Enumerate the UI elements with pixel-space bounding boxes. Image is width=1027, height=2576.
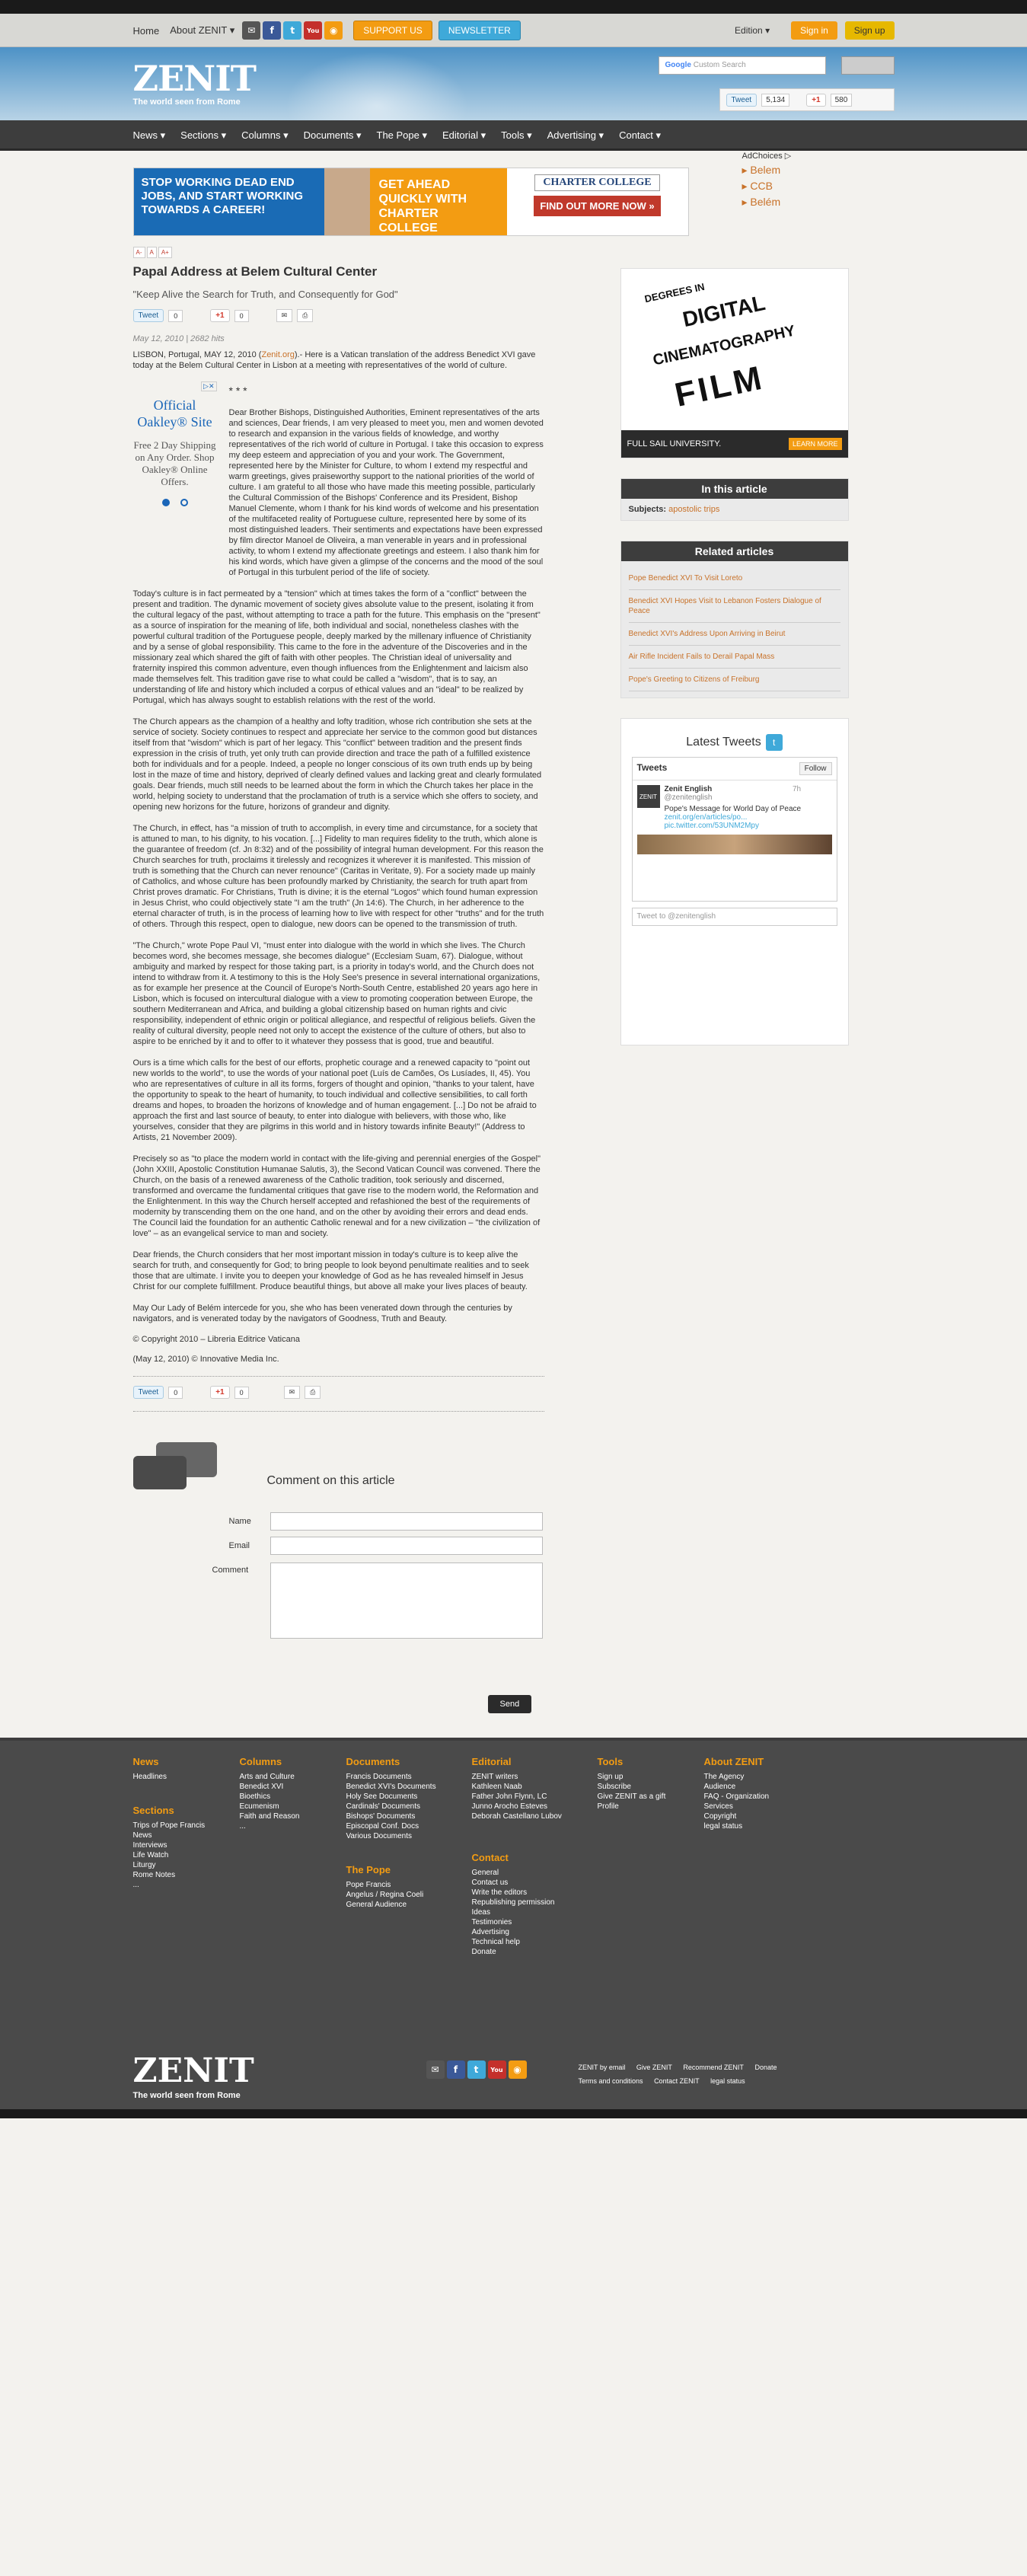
footer-link[interactable]: Republishing permission	[471, 1898, 555, 1907]
comment-form	[133, 1442, 544, 1716]
name-label: Name	[228, 1517, 251, 1526]
dome-image	[278, 47, 476, 120]
name-field[interactable]	[270, 1512, 543, 1531]
mainnav-news[interactable]: News ▾	[132, 129, 166, 141]
footer-link[interactable]: General	[471, 1869, 499, 1877]
related-link[interactable]: Pope's Greeting to Citizens of Freiburg	[629, 669, 840, 691]
footer-link[interactable]: FAQ - Organization	[703, 1792, 770, 1801]
top-bar	[0, 14, 1027, 47]
article-gplus-count: 0	[234, 310, 249, 322]
footer-link[interactable]: Life Watch	[132, 1851, 169, 1859]
header-gplus-count: 580	[831, 94, 853, 107]
oakley-ad[interactable]	[133, 381, 217, 564]
signup-button[interactable]: Sign up	[845, 21, 895, 40]
article-subtitle: "Keep Alive the Search for Truth, and Consequently for God"	[132, 289, 398, 300]
bottom-print-icon[interactable]: ⎙	[305, 1386, 321, 1399]
footer-small-link[interactable]: Recommend ZENIT	[683, 2064, 744, 2071]
footer-link[interactable]: Ecumenism	[239, 1802, 279, 1811]
comment-textarea[interactable]	[270, 1563, 543, 1639]
nav-about[interactable]: About ZENIT ▾	[170, 24, 235, 36]
article-paragraph: "The Church," wrote Pope Paul VI, "must enter into dialogue with the world in which she lives. The Church becomes word, she becomes message, she becomes dialogue" (Ecclesiam Suam, 67). Dialogue, without ambiguity and marked by respect for those taking part, is a priority in today's world, and the Church does not intend to withdraw from it. A testimony to this is the Holy See's presence in several international organizations, as for example her presence at the Council of Europe's North-South Centre, established 20 years ago here in Lisbon, which is focused on intercultural dialogue with a view to promoting cooperation between Europe, the southern Mediterranean and Africa, and building a global citizenship based on human rights and civic responsibility, independent of ethnic origin or political allegiance, and respectful of religious beliefs. Given the reality of cultural diversity, people need not only to accept the existence of the culture of others, but also to aspire to be enriched by it and to offer to it whatever they possess that is good, true and beautiful.	[132, 941, 541, 1046]
oakley-ad-title[interactable]: Official Oakley® Site	[137, 397, 212, 429]
article-paragraph: Today's culture is in fact permeated by a "tension" which at times takes the form of a "conflict" between the present and tradition. The dynamic movement of society gives absolute value to the present, isolating it from the cultural legacy of the past, without attempting to trace a path for the future. This emphasis on the "present" as a source of inspiration for the meaning of life, both individual and social, nonetheless clashes with the powerful cultural tradition of the Portuguese people, deeply marked by the millenary influence of Christianity and by a sense of global responsibility. This came to the fore in the adventure of the Discoveries and in the missionary zeal which shared the gift of faith with other peoples. The Christian ideal of universality and fraternity inspired this common adventure, even though influences from the Enlightenment and laicism also made themselves felt. This tradition gave rise to what could be called a "wisdom", that is to say, an understanding of life and history which included a corpus of ethical values and an "ideal" to be realized by Portugal, which has always sought to establish relations with the rest of the world.	[132, 589, 541, 705]
footer-link[interactable]: Bioethics	[239, 1792, 271, 1801]
header-gplus-button[interactable]: +1	[806, 94, 825, 107]
footer-link[interactable]: Benedict XVI	[239, 1783, 284, 1791]
footer-small-link[interactable]: legal status	[710, 2077, 745, 2085]
in-this-article-heading: In this article	[621, 479, 848, 499]
footer-about-title[interactable]: About ZENIT	[703, 1756, 764, 1767]
youtube-icon[interactable]: You	[488, 2060, 506, 2079]
footer-link[interactable]: Pope Francis	[346, 1881, 391, 1889]
related-link[interactable]: Benedict XVI's Address Upon Arriving in Beirut	[629, 623, 840, 646]
mainnav-sections[interactable]: Sections ▾	[180, 129, 227, 141]
subjects-label: Subjects:	[628, 505, 667, 514]
footer-link[interactable]: Interviews	[132, 1841, 167, 1850]
footer-link[interactable]: Episcopal Conf. Docs	[346, 1822, 419, 1831]
email-field[interactable]	[270, 1537, 543, 1555]
tweet-user[interactable]: Zenit English	[664, 785, 713, 793]
banner-cta[interactable]: FIND OUT MORE NOW »	[534, 196, 660, 216]
email-label: Email	[228, 1541, 250, 1550]
footer-link[interactable]: Advertising	[471, 1928, 509, 1936]
footer-link[interactable]: Donate	[471, 1948, 496, 1956]
footer-link[interactable]: Audience	[703, 1783, 736, 1791]
full-sail-ad[interactable]	[620, 268, 849, 458]
footer-link[interactable]: Write the editors	[471, 1888, 528, 1897]
related-link[interactable]: Air Rifle Incident Fails to Derail Papal Mass	[629, 646, 840, 669]
tweet-text: Pope's Message for World Day of Peace	[664, 805, 802, 813]
signin-button[interactable]: Sign in	[791, 21, 837, 40]
footer-link[interactable]: Trips of Pope Francis	[132, 1821, 206, 1830]
adlink-belem[interactable]: ▸ Belem	[742, 164, 781, 176]
footer-link[interactable]: Technical help	[471, 1938, 520, 1946]
footer-link[interactable]: Services	[703, 1802, 733, 1811]
ad-close-icon[interactable]: ▷✕	[201, 381, 216, 391]
adlink-belem2[interactable]: ▸ Belém	[742, 196, 781, 208]
article-paragraph: Dear Brother Bishops, Distinguished Authorities, Eminent representatives of the arts and sciences, Dear friends, I am very pleased to meet you, men and women devoted to research and expansion in the various fields of knowledge, and worthy representatives of the rich world of culture in Portugal. I take this occasion to express my deep esteem and appreciation of you and your work. The Government, represented here by the Minister for Culture, to whom I extend my respectful and warm greetings, gives praiseworthy support to the national priorities of the world of culture. I am grateful to all those who have made this meeting possible, particularly the Cultural Commission of the Bishops' Conference and its President, Bishop Manuel Clemente, whom I thank for his kind words of welcome and his presentation of the multifaceted reality of Portuguese culture, represented here by some of its most distinguished leaders. Their sentiments and expectations have been expressed by film director Manoel de Oliveira, a man venerable in years and in professional activity, to whom I extend my affectionate greetings and esteem. I also thank him for his kind words, which have given a glimpse of the concerns and the mood of the soul of Portugal in this turbulent period of the life of society.	[228, 408, 544, 577]
mainnav-editorial[interactable]: Editorial ▾	[442, 129, 486, 141]
copyright-zenit: (May 12, 2010) © Innovative Media Inc.	[132, 1355, 279, 1364]
footer-small-link[interactable]: ZENIT by email	[578, 2064, 626, 2071]
mainnav-documents[interactable]: Documents ▾	[303, 129, 362, 141]
footer-small-link[interactable]: Donate	[754, 2064, 777, 2071]
related-link[interactable]: Benedict XVI Hopes Visit to Lebanon Fosters Dialogue of Peace	[629, 590, 840, 623]
footer-link[interactable]: ...	[239, 1822, 246, 1831]
footer-pope-title[interactable]: The Pope	[346, 1864, 391, 1875]
tweet-item	[633, 780, 837, 835]
footer-link[interactable]: ZENIT writers	[471, 1773, 518, 1781]
ad-learn-more[interactable]: LEARN MORE	[789, 438, 842, 450]
facebook-icon[interactable]: f	[447, 2060, 465, 2079]
footer-link[interactable]: Ideas	[471, 1908, 490, 1917]
adlink-ccb[interactable]: ▸ CCB	[742, 180, 773, 192]
divider	[133, 1376, 544, 1377]
tweets-title: Tweets	[636, 762, 668, 773]
footer-link[interactable]: The Agency	[703, 1773, 745, 1781]
comment-label: Comment	[212, 1566, 249, 1575]
font-larger-button[interactable]: A+	[158, 247, 172, 258]
footer-link[interactable]: Kathleen Naab	[471, 1783, 522, 1791]
article-ellipsis: * * *	[228, 385, 247, 397]
bottom-gplus-count: 0	[234, 1387, 249, 1399]
bottom-tweet-button[interactable]: Tweet	[133, 1386, 164, 1399]
bottom-share-row	[133, 1386, 544, 1399]
search-input[interactable]: Google Custom Search	[659, 56, 826, 75]
bottom-email-icon[interactable]: ✉	[284, 1386, 301, 1399]
twitter-bird-icon: t	[766, 734, 783, 751]
article-paragraph: Dear friends, the Church considers that her most important mission in today's culture is to keep alive the search for truth, and consequently for God; to bring people to look beyond penultimate realities and to seek those that are ultimate. I invite you to deepen your knowledge of God as he has revealed himself in Jesus Christ for our complete fulfillment. Produce beautiful things, but above all make your lives places of beauty.	[132, 1250, 529, 1291]
article-title: Papal Address at Belem Cultural Center	[132, 264, 378, 279]
ad-dot-1[interactable]	[162, 499, 170, 506]
footer-tagline: The world seen from Rome	[132, 2091, 241, 2100]
footer-link[interactable]: legal status	[703, 1822, 743, 1831]
article-gplus-button[interactable]: +1	[210, 309, 229, 322]
rss-icon[interactable]: ◉	[509, 2060, 527, 2079]
tweet-timeline[interactable]	[632, 757, 837, 902]
ad-dot-2[interactable]	[180, 499, 188, 506]
send-button[interactable]: Send	[488, 1695, 532, 1713]
footer-link[interactable]: Bishops' Documents	[346, 1812, 416, 1821]
footer-link[interactable]: Junno Arocho Esteves	[471, 1802, 548, 1811]
footer-link[interactable]: Rome Notes	[132, 1871, 176, 1879]
footer-link[interactable]: Give ZENIT as a gift	[597, 1792, 666, 1801]
footer-link[interactable]: Benedict XVI's Documents	[346, 1783, 436, 1791]
article-share-row	[133, 309, 544, 322]
footer-news-title[interactable]: News	[132, 1756, 159, 1767]
footer-link[interactable]: General Audience	[346, 1901, 407, 1909]
font-smaller-button[interactable]: A-	[133, 247, 145, 258]
oakley-ad-text: Free 2 Day Shipping on Any Order. Shop Oakley® Online Offers.	[133, 439, 216, 487]
mainnav-tools[interactable]: Tools ▾	[501, 129, 532, 141]
email-icon[interactable]: ✉	[426, 2060, 445, 2079]
banner-photo	[324, 168, 370, 235]
zenit-link[interactable]: Zenit.org	[261, 350, 295, 359]
footer-link[interactable]: Sign up	[597, 1773, 624, 1781]
footer-link[interactable]: Angelus / Regina Coeli	[346, 1891, 424, 1899]
twitter-icon[interactable]: t	[467, 2060, 486, 2079]
footer-link[interactable]: Subscribe	[597, 1783, 631, 1791]
mainnav-pope[interactable]: The Pope ▾	[376, 129, 428, 141]
footer-link[interactable]: Testimonies	[471, 1918, 512, 1926]
article-paragraph: Precisely so as "to place the modern world in contact with the life-giving and perennial energies of the Gospel" (John XXIII, Apostolic Constitution Humanae Salutis, 3), the Second Vatican Council was convened. There the Church, on the basis of a renewed awareness of the Catholic tradition, took seriously and discerned, transformed and overcame the fundamental critiques that gave rise to the modern world, the Reformation and the Enlightenment. In this way the Church herself accepted and refashioned the best of the requirements of modernity by transcending them on the one hand, and on the other by avoiding their errors and dead ends. The Council laid the foundation for an authentic Catholic renewal and for a new civilization – "the civilization of love" – as an evangelical service to man and society.	[132, 1154, 541, 1238]
search-button[interactable]	[841, 56, 895, 75]
footer-tools-title[interactable]: Tools	[597, 1756, 624, 1767]
zenit-avatar[interactable]: ZENIT	[637, 785, 660, 808]
print-article-icon[interactable]: ⎙	[297, 309, 313, 322]
footer-link[interactable]: Copyright	[703, 1812, 737, 1821]
edition-dropdown[interactable]: Edition ▾	[735, 25, 770, 36]
mainnav-contact[interactable]: Contact ▾	[619, 129, 662, 141]
article-tweet-button[interactable]: Tweet	[133, 309, 164, 322]
nav-home[interactable]: Home	[132, 24, 160, 37]
email-article-icon[interactable]: ✉	[276, 309, 293, 322]
tweet-to-input[interactable]: Tweet to @zenitenglish	[632, 908, 837, 926]
adchoices-label[interactable]: AdChoices	[742, 152, 783, 161]
font-size-controls	[133, 247, 544, 258]
footer-link[interactable]: Francis Documents	[346, 1773, 412, 1781]
tweets-heading: Latest Tweets	[686, 736, 761, 749]
footer-link[interactable]: Faith and Reason	[239, 1812, 300, 1821]
footer-link[interactable]: Arts and Culture	[239, 1773, 295, 1781]
social-icons	[242, 21, 343, 40]
font-normal-button[interactable]: A	[147, 247, 157, 258]
footer-link[interactable]: Liturgy	[132, 1861, 156, 1869]
youtube-icon[interactable]: You	[304, 21, 322, 40]
ad-film: FILM	[671, 359, 767, 414]
article-paragraph: Ours is a time which calls for the best of our efforts, prophetic courage and a renewed capacity to "point out new worlds to the world", to use the words of your national poet (Luís de Camões, Os Lusíades, II, 45). You who are representatives of culture in all its forms, forgers of thought and opinion, "thanks to your talent, have the opportunity to speak to the heart of humanity, to touch individual and collective sensibilities, to call forth dreams and hopes, to broaden the horizons of knowledge and of human engagement. [...] Do not be afraid to approach the first and last source of beauty, to enter into dialogue with believers, with those who, like yourselves, consider that they are pilgrims in this world and in history towards infinite Beauty!" (Address to Artists, 21 November 2009).	[132, 1058, 537, 1142]
copyright-vatican: © Copyright 2010 – Libreria Editrice Vaticana	[132, 1335, 300, 1344]
banner-text-c: GET AHEAD QUICKLY WITH CHARTER COLLEGE	[370, 168, 507, 235]
article-paragraph: May Our Lady of Belém intercede for you, she who has been venerated down through the centuries by navigators, and is venerated today by the navigators of Goodness, Truth and Beauty.	[132, 1304, 512, 1323]
footer-link[interactable]: News	[132, 1831, 152, 1840]
footer-columns-title[interactable]: Columns	[239, 1756, 282, 1767]
footer-link[interactable]: Various Documents	[346, 1832, 413, 1840]
article-paragraph: The Church appears as the champion of a healthy and lofty tradition, whose rich contribution she sets at the service of society. Society continues to respect and appreciate her service to the common good but distances itself from that "wisdom" which is part of her legacy. This "conflict" between tradition and the present finds expression in the crisis of truth, yet only truth can provide direction and trace the path of a fulfilled existence both for individuals and for a people. Indeed, a people no longer conscious of its own truth ends up by being lost in the maze of time and history, deprived of clearly defined values and lacking great and clearly formulated goals. Dear friends, much still needs to be learned about the form in which the Church takes her place in the world, helping society to understand that the proclamation of truth is a service which she offers to society, and opening new horizons for the future, horizons of grandeur and dignity.	[132, 717, 542, 812]
related-link[interactable]: Pope Benedict XVI To Visit Loreto	[629, 567, 840, 590]
footer-small-link[interactable]: Contact ZENIT	[654, 2077, 700, 2085]
latest-tweets-widget	[620, 718, 849, 1045]
support-button[interactable]: SUPPORT US	[353, 21, 432, 40]
bottom-tweet-count: 0	[168, 1387, 183, 1399]
bottom-gplus-button[interactable]: +1	[210, 1386, 229, 1399]
mainnav-columns[interactable]: Columns ▾	[241, 129, 289, 141]
header-tweet-count: 5,134	[761, 94, 789, 107]
subject-link[interactable]: apostolic trips	[668, 505, 720, 514]
site-logo[interactable]: ZENIT	[132, 58, 256, 99]
article-intro: LISBON, Portugal, MAY 12, 2010 (Zenit.org).- Here is a Vatican translation of the address Benedict XVI gave today at the Belem Cultural Center in Lisbon at a meeting with representatives of the world of culture.	[132, 350, 536, 370]
comment-heading: Comment on this article	[266, 1474, 395, 1487]
footer-link[interactable]: ...	[132, 1881, 139, 1889]
footer-social-icons	[426, 2060, 527, 2079]
tweet-time: 7h	[792, 785, 802, 793]
main-nav	[0, 120, 1027, 151]
facebook-icon[interactable]: f	[263, 21, 281, 40]
site-footer	[0, 1738, 1027, 2109]
footer-contact-title[interactable]: Contact	[471, 1852, 509, 1863]
footer-link[interactable]: Holy See Documents	[346, 1792, 418, 1801]
site-header	[0, 47, 1027, 120]
footer-link[interactable]: Headlines	[132, 1773, 167, 1781]
ad-cine: CINEMATOGRAPHY	[651, 322, 796, 369]
tweet-link[interactable]: zenit.org/en/articles/po...	[664, 813, 748, 822]
footer-link[interactable]: Profile	[597, 1802, 619, 1811]
related-articles-box	[620, 541, 849, 698]
ad-school: FULL SAIL UNIVERSITY.	[627, 439, 722, 448]
divider	[133, 1411, 544, 1412]
footer-link[interactable]: Cardinals' Documents	[346, 1802, 421, 1811]
footer-documents-title[interactable]: Documents	[346, 1756, 400, 1767]
email-icon[interactable]: ✉	[242, 21, 260, 40]
footer-small-link[interactable]: Give ZENIT	[636, 2064, 672, 2071]
site-tagline: The world seen from Rome	[132, 97, 241, 107]
footer-editorial-title[interactable]: Editorial	[471, 1756, 512, 1767]
charter-college-banner[interactable]	[133, 168, 689, 236]
tweet-image[interactable]	[637, 835, 832, 854]
banner-logo: CHARTER COLLEGE	[534, 174, 659, 191]
tweet-handle: @zenitenglish	[664, 793, 713, 802]
rss-icon[interactable]: ◉	[324, 21, 343, 40]
header-tweet-button[interactable]: Tweet	[726, 94, 757, 107]
ad-degrees: DEGREES IN	[643, 280, 706, 305]
related-heading: Related articles	[621, 541, 848, 561]
article-meta: May 12, 2010 | 2682 hits	[132, 334, 225, 343]
footer-link[interactable]: Father John Flynn, LC	[471, 1792, 547, 1801]
mainnav-advertising[interactable]: Advertising ▾	[547, 129, 604, 141]
article-paragraph: The Church, in effect, has "a mission of truth to accomplish, in every time and circumstance, for a society that is attuned to man, to his dignity, to his vocation. [...] Fidelity to man requires fidelity to the truth, which alone is the guarantee of freedom (cf. Jn 8:32) and of the possibility of integral human development. For this reason the Church searches for truth, proclaims it tirelessly and recognizes it wherever it is manifested. This mission of truth is something that the Church can never renounce" (Caritas in Veritate, 9). For a society made up mainly of Catholics, and whose culture has been profoundly marked by Christianity, the search for truth apart from Christ proves dramatic. For Christians, Truth is divine; it is the eternal "Logos" which found human expression in Jesus Christ, who could objectively state "I am the truth" (Jn 14:6). The Church, in her adherence to the eternal character of truth, is in the process of learning how to live with respect for other "truths" and for the truth of others. Through this respect, open to dialogue, new doors can be opened to the transmission of truth.	[132, 824, 544, 929]
newsletter-button[interactable]: NEWSLETTER	[439, 21, 521, 40]
comment-bubble-icon	[133, 1442, 217, 1503]
footer-logo[interactable]: ZENIT	[132, 2051, 254, 2090]
footer-small-link[interactable]: Terms and conditions	[578, 2077, 643, 2085]
header-share-box	[719, 88, 895, 111]
article-tweet-count: 0	[168, 310, 183, 322]
top-strip	[0, 0, 1027, 14]
twitter-icon[interactable]: t	[283, 21, 301, 40]
in-this-article-box	[620, 478, 849, 521]
ad-digital: DIGITAL	[680, 290, 767, 332]
footer-sections-title[interactable]: Sections	[132, 1805, 174, 1816]
follow-button[interactable]: Follow	[799, 762, 832, 775]
banner-text-a: STOP WORKING DEAD END JOBS, AND START WORKING TOWARDS A CAREER!	[134, 168, 324, 235]
footer-link[interactable]: Contact us	[471, 1879, 509, 1887]
footer-links	[579, 2060, 786, 2088]
adchoices-box: AdChoices ▷ ▸ Belem ▸ CCB ▸ Belém	[742, 151, 841, 209]
footer-link[interactable]: Deborah Castellano Lubov	[471, 1812, 562, 1821]
tweet-pic-link[interactable]: pic.twitter.com/53UNM2Mpy	[664, 822, 759, 830]
